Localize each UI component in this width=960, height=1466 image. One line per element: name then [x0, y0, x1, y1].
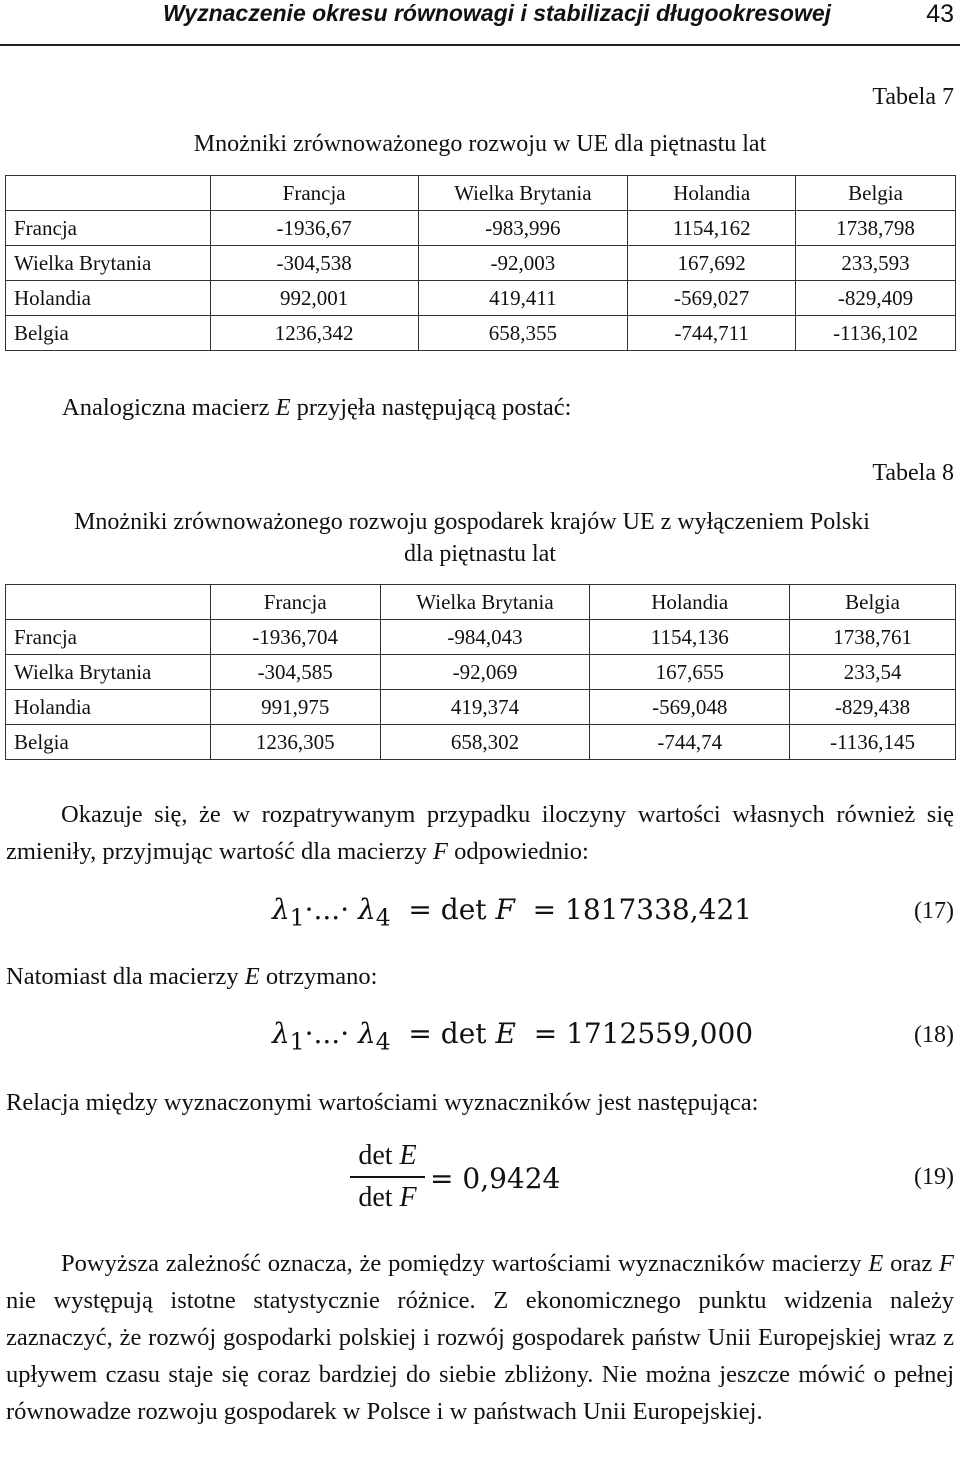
matrix-symbol: E [275, 394, 291, 421]
equation-value: 1712559,000 [566, 1017, 754, 1050]
column-header: Holandia [590, 585, 790, 620]
table-cell: -1136,102 [796, 316, 956, 351]
row-header: Wielka Brytania [6, 655, 211, 690]
table-cell: 658,355 [418, 316, 628, 351]
table-cell: 1154,162 [628, 211, 796, 246]
table-row [6, 690, 956, 725]
ellipsis: ... [313, 893, 341, 926]
column-header: Wielka Brytania [418, 176, 628, 211]
table-row [6, 655, 956, 690]
table-cell: -1936,704 [210, 620, 380, 655]
table-cell: -829,438 [790, 690, 956, 725]
table-cell: -92,003 [418, 246, 628, 281]
table-row [6, 620, 956, 655]
page-header [0, 0, 960, 46]
table-cell: -829,409 [796, 281, 956, 316]
table7-caption: Mnożniki zrównoważonego rozwoju w UE dla piętnastu lat [193, 131, 767, 157]
table8-caption-line1: Mnożniki zrównoważonego rozwoju gospodarek krajów UE z wyłączeniem Polski [74, 509, 870, 535]
table8 [5, 584, 956, 760]
text-run: otrzymano: [259, 963, 378, 990]
column-header: Holandia [628, 176, 796, 211]
equation-19-rhs: = 0,9424 [430, 1162, 561, 1195]
matrix-symbol: F [399, 1182, 417, 1213]
det-operator: det [440, 1017, 487, 1050]
subscript: 1 [289, 903, 305, 932]
fraction [350, 1140, 425, 1214]
table-cell: -744,74 [590, 725, 790, 760]
matrix-symbol: F [432, 838, 448, 865]
table-cell: 167,655 [590, 655, 790, 690]
table-cell: -1936,67 [210, 211, 418, 246]
table8-caption-line2: dla piętnastu lat [404, 541, 556, 567]
table-cell: 1154,136 [590, 620, 790, 655]
text-run: Powyższa zależność oznacza, że pomiędzy wartościami wyznaczników macierzy [61, 1250, 869, 1277]
table-cell: -744,711 [628, 316, 796, 351]
table8-label: Tabela 8 [872, 460, 954, 486]
row-header: Holandia [6, 281, 211, 316]
table-cell: 167,692 [628, 246, 796, 281]
table-cell: -569,027 [628, 281, 796, 316]
table-cell: 1738,798 [796, 211, 956, 246]
table-cell: -304,585 [210, 655, 380, 690]
table-header-row [6, 585, 956, 620]
column-header: Francja [210, 585, 380, 620]
row-header: Francja [6, 211, 211, 246]
table-cell: 992,001 [210, 281, 418, 316]
matrix-symbol: F [495, 893, 515, 926]
text-run: odpowiednio: [447, 838, 589, 865]
fraction-bar [350, 1176, 425, 1178]
row-header: Belgia [6, 316, 211, 351]
equation-number: (17) [914, 898, 954, 924]
fraction-numerator [350, 1140, 425, 1172]
text-run: Analogiczna macierz [62, 394, 276, 421]
table-cell: 233,593 [796, 246, 956, 281]
table-row [6, 246, 956, 281]
table-row [6, 725, 956, 760]
subscript: 1 [289, 1027, 305, 1056]
table-corner-cell [6, 176, 211, 211]
column-header: Francja [210, 176, 418, 211]
row-header: Belgia [6, 725, 211, 760]
table-row [6, 281, 956, 316]
det-operator: det [358, 1140, 393, 1171]
table-cell: -92,069 [380, 655, 590, 690]
table-cell: -569,048 [590, 690, 790, 725]
equation-17: $\lambda_1\cdot...\cdot \lambda_4 = \det F = 1817338,421$ [272, 893, 753, 932]
matrix-symbol: F [939, 1250, 954, 1277]
table-cell: 233,54 [790, 655, 956, 690]
text-run: oraz [883, 1250, 940, 1277]
equation-number: (19) [914, 1164, 954, 1190]
text-run: Natomiast dla macierzy [6, 963, 245, 990]
det-operator: det [440, 893, 487, 926]
table7-label: Tabela 7 [872, 84, 954, 110]
equation-value: 1817338,421 [565, 893, 753, 926]
table-cell: -304,538 [210, 246, 418, 281]
paragraph-intro-table8 [62, 389, 952, 426]
row-header: Wielka Brytania [6, 246, 211, 281]
paragraph-matrix-e [6, 958, 954, 995]
equation-value: 0,9424 [462, 1162, 561, 1195]
paragraph-conclusion [6, 1245, 954, 1430]
table-row [6, 316, 956, 351]
table-row [6, 211, 956, 246]
column-header: Belgia [790, 585, 956, 620]
column-header: Wielka Brytania [380, 585, 590, 620]
matrix-symbol: E [244, 963, 260, 990]
subscript: 4 [375, 903, 391, 932]
table-corner-cell [6, 585, 211, 620]
table-cell: -983,996 [418, 211, 628, 246]
subscript: 4 [375, 1027, 391, 1056]
fraction-denominator [350, 1182, 425, 1214]
row-header: Holandia [6, 690, 211, 725]
text-run: Okazuje się, że w rozpatrywanym przypadku iloczyny wartości własnych również się zmieniły, przyjmując wartość dla macierzy [6, 801, 954, 865]
table-header-row [6, 176, 956, 211]
page-number: 43 [926, 0, 954, 28]
matrix-symbol: E [868, 1250, 884, 1277]
table-cell: 1236,305 [210, 725, 380, 760]
det-operator: det [358, 1182, 393, 1213]
table-cell: -1136,145 [790, 725, 956, 760]
equation-number: (18) [914, 1022, 954, 1048]
running-title: Wyznaczenie okresu równowagi i stabilizacji długookresowej [163, 0, 832, 26]
text-run: przyjęła następującą postać: [290, 394, 572, 421]
table-cell: 419,411 [418, 281, 628, 316]
table-cell: 1236,342 [210, 316, 418, 351]
equation-18: $\lambda_1\cdot...\cdot \lambda_4 = \det E = 1712559,000$ [272, 1017, 754, 1056]
text-run: nie występują istotne statystycznie różnice. Z ekonomicznego punktu widzenia należy zaznaczyć, że rozwój gospodarki polskiej i rozwój gospodarek państw Unii Europejskiej wraz z upływem czasu staje się coraz bardziej do siebie zbliżony. Nie można jeszcze mówić o pełnej równowadze rozwoju gospodarek w Polsce i w państwach Unii Europejskiej. [6, 1287, 954, 1425]
column-header: Belgia [796, 176, 956, 211]
row-header: Francja [6, 620, 211, 655]
matrix-symbol: E [399, 1140, 417, 1171]
table-cell: 419,374 [380, 690, 590, 725]
matrix-symbol: E [495, 1017, 516, 1050]
table-cell: -984,043 [380, 620, 590, 655]
table-cell: 1738,761 [790, 620, 956, 655]
paragraph-eigenvalues [6, 796, 954, 870]
table-cell: 991,975 [210, 690, 380, 725]
paragraph-relation: Relacja między wyznaczonymi wartościami wyznaczników jest następująca: [6, 1089, 759, 1116]
ellipsis: ... [313, 1017, 341, 1050]
table-cell: 658,302 [380, 725, 590, 760]
table7 [5, 175, 956, 351]
